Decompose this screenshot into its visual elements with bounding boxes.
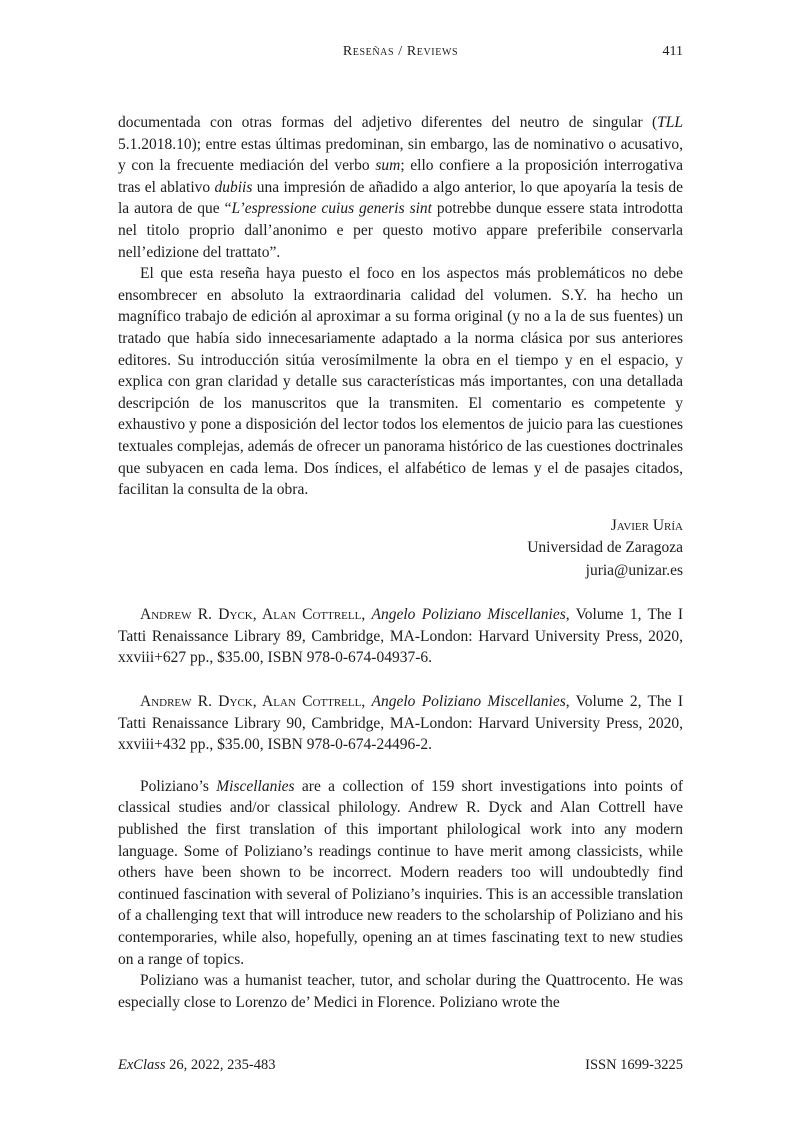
review-closing-paragraph: El que esta reseña haya puesto el foco en los aspectos más problemáticos no debe ensombrecer en absoluto la extraordinaria calidad del volumen. S.Y. ha hecho un magnífico trabajo de edición al aproximar a su forma original (y no a la de sus fuentes) un tratado que había sido innecesariamente adaptado a la norma clásica por sus anteriores editores. Su introducción sitúa verosímilmente la obra en el tiempo y en el espacio, y explica con gran claridad y detalle sus características más importantes, con una detallada descripción de los manuscritos que la transmiten. El comentario es competente y exhaustivo y pone a disposición del lector todos los elementos de juicio para las cuestiones textuales complejas, además de ofrecer un panorama histórico de las cuestiones doctrinales que subyacen en cada lema. Dos índices, el alfabético de lemas y el de pasajes citados, facilitan la consulta de la obra. <box>118 265 683 499</box>
signature-affiliation: Universidad de Zaragoza <box>527 539 683 557</box>
review-body-paragraph-1: Poliziano’s Miscellanies are a collection of 159 short investigations into points of classical studies and/or classical philology. Andrew R. Dyck and Alan Cottrell have published the first translation of this important philological work into any modern language. Some of Poliziano’s readings continue to have merit among classicists, while others have been shown to be incorrect. Modern readers too will undoubtedly find continued fascination with several of Poliziano’s inquiries. This is an accessible translation of a challenging text that will introduce new readers to the scholarship of Poliziano and his contemporaries, while also, hopefully, opening an at times fascinating text to new studies on a range of topics. <box>118 777 684 968</box>
issn: ISSN 1699-3225 <box>585 1057 683 1073</box>
review-heading-volume1: Andrew R. Dyck, Alan Cottrell, Angelo Poliziano Miscellanies, Volume 1, The I Tatti Renaissance Library 89, Cambridge, MA-London: Harvard University Press, 2020, xxviii+627 pp., $35.00, ISBN 978-0-674-04937-6. <box>118 606 684 667</box>
page-content <box>118 112 683 1013</box>
review-paragraph-continuation: documentada con otras formas del adjetivo diferentes del neutro de singular (TLL 5.1.2018.10); entre estas últimas predominan, sin embargo, las de nominativo o acusativo, y con la frecuente mediación del verbo sum; ello confiere a la proposición interrogativa tras el ablativo dubiis una impresión de añadido a algo anterior, lo que apoyaría la tesis de la autora de que “L’espressione cuius generis sint potrebbe dunque essere stata introdotta nel titolo proprio dall’anonimo e per questo motivo appare preferibile conservarla nell’edizione del trattato”. <box>118 114 683 261</box>
review-body-paragraph-2: Poliziano was a humanist teacher, tutor, and scholar during the Quattrocento. He was especially close to Lorenzo de’ Medici in Florence. Poliziano wrote the <box>118 972 683 1011</box>
review-heading-volume2: Andrew R. Dyck, Alan Cottrell, Angelo Poliziano Miscellanies, Volume 2, The I Tatti Renaissance Library 90, Cambridge, MA-London: Harvard University Press, 2020, xxviii+432 pp., $35.00, ISBN 978-0-674-24496-2. <box>118 692 684 754</box>
signature-author: Javier Uría <box>610 516 683 534</box>
signature-block <box>118 515 683 583</box>
journal-citation: ExClass 26, 2022, 235-483 <box>118 1057 276 1073</box>
running-title: Reseñas / Reviews <box>342 44 459 59</box>
signature-email: juria@unizar.es <box>585 561 683 579</box>
page-footer <box>118 1057 683 1074</box>
page-header <box>118 44 683 60</box>
page-number: 411 <box>662 44 683 59</box>
